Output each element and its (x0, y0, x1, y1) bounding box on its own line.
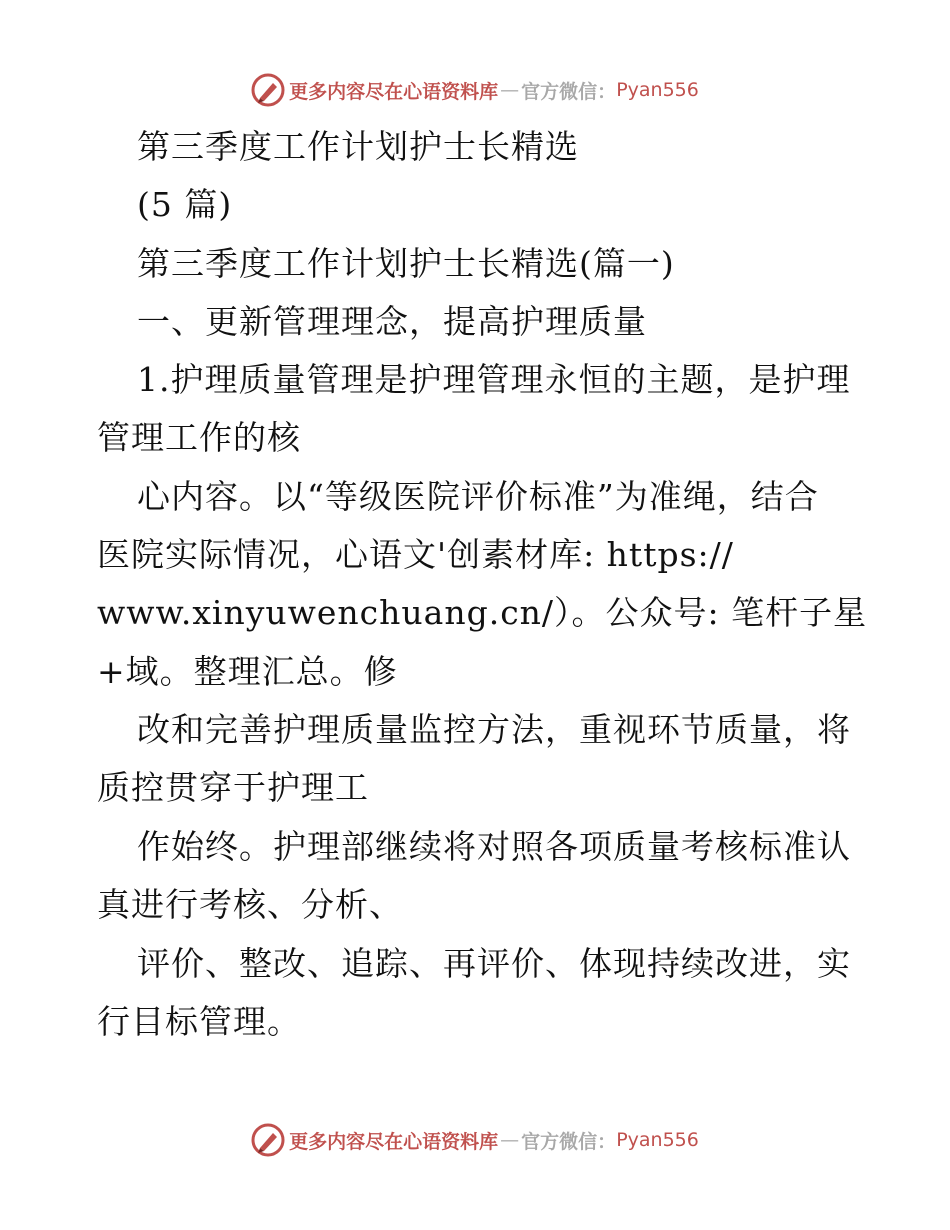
heading-1: 一、更新管理理念，提高护理质量 (137, 302, 647, 341)
banner-dash: — (500, 1129, 520, 1151)
paragraph-line: +域。整理汇总。修 (97, 652, 398, 691)
red-pen-logo-icon (251, 73, 285, 107)
paragraph-line: www.xinyuwenchuang.cn/）。公众号: 笔杆子星 (97, 593, 868, 632)
paragraph-line: 改和完善护理质量监控方法，重视环节质量，将 (137, 710, 851, 749)
header-watermark (0, 70, 950, 110)
paragraph-line: 行目标管理。 (97, 1002, 301, 1041)
red-pen-logo-icon (251, 1123, 285, 1157)
doc-title-line-2: (5 篇) (137, 185, 233, 224)
paragraph-line: 作始终。护理部继续将对照各项质量考核标准认 (137, 827, 851, 866)
paragraph-line: 心内容。以“等级医院评价标准”为准绳，结合 (137, 477, 819, 516)
paragraph-line: 质控贯穿于护理工 (97, 768, 369, 807)
paragraph-line: 医院实际情况，心语文'创素材库: https:// (97, 535, 734, 574)
banner-official: 官方微信： (521, 1130, 617, 1153)
section-title: 第三季度工作计划护士长精选(篇一) (137, 244, 675, 283)
banner-dash: — (500, 79, 520, 101)
paragraph-line: 评价、整改、追踪、再评价、体现持续改进，实 (137, 944, 851, 983)
doc-title-line-1: 第三季度工作计划护士长精选 (137, 127, 579, 166)
paragraph-line: 管理工作的核 (97, 418, 301, 457)
banner-brand: 更多内容尽在心语资料库 (289, 80, 499, 103)
paragraph-line: 真进行考核、分析、 (97, 885, 403, 924)
banner-official: 官方微信： (521, 80, 617, 103)
banner-wechat-id: Pyan556 (616, 1129, 699, 1151)
banner-brand: 更多内容尽在心语资料库 (289, 1130, 499, 1153)
paragraph-line: 1.护理质量管理是护理管理永恒的主题，是护理 (137, 360, 851, 399)
banner-wechat-id: Pyan556 (616, 79, 699, 101)
footer-watermark (0, 1120, 950, 1160)
